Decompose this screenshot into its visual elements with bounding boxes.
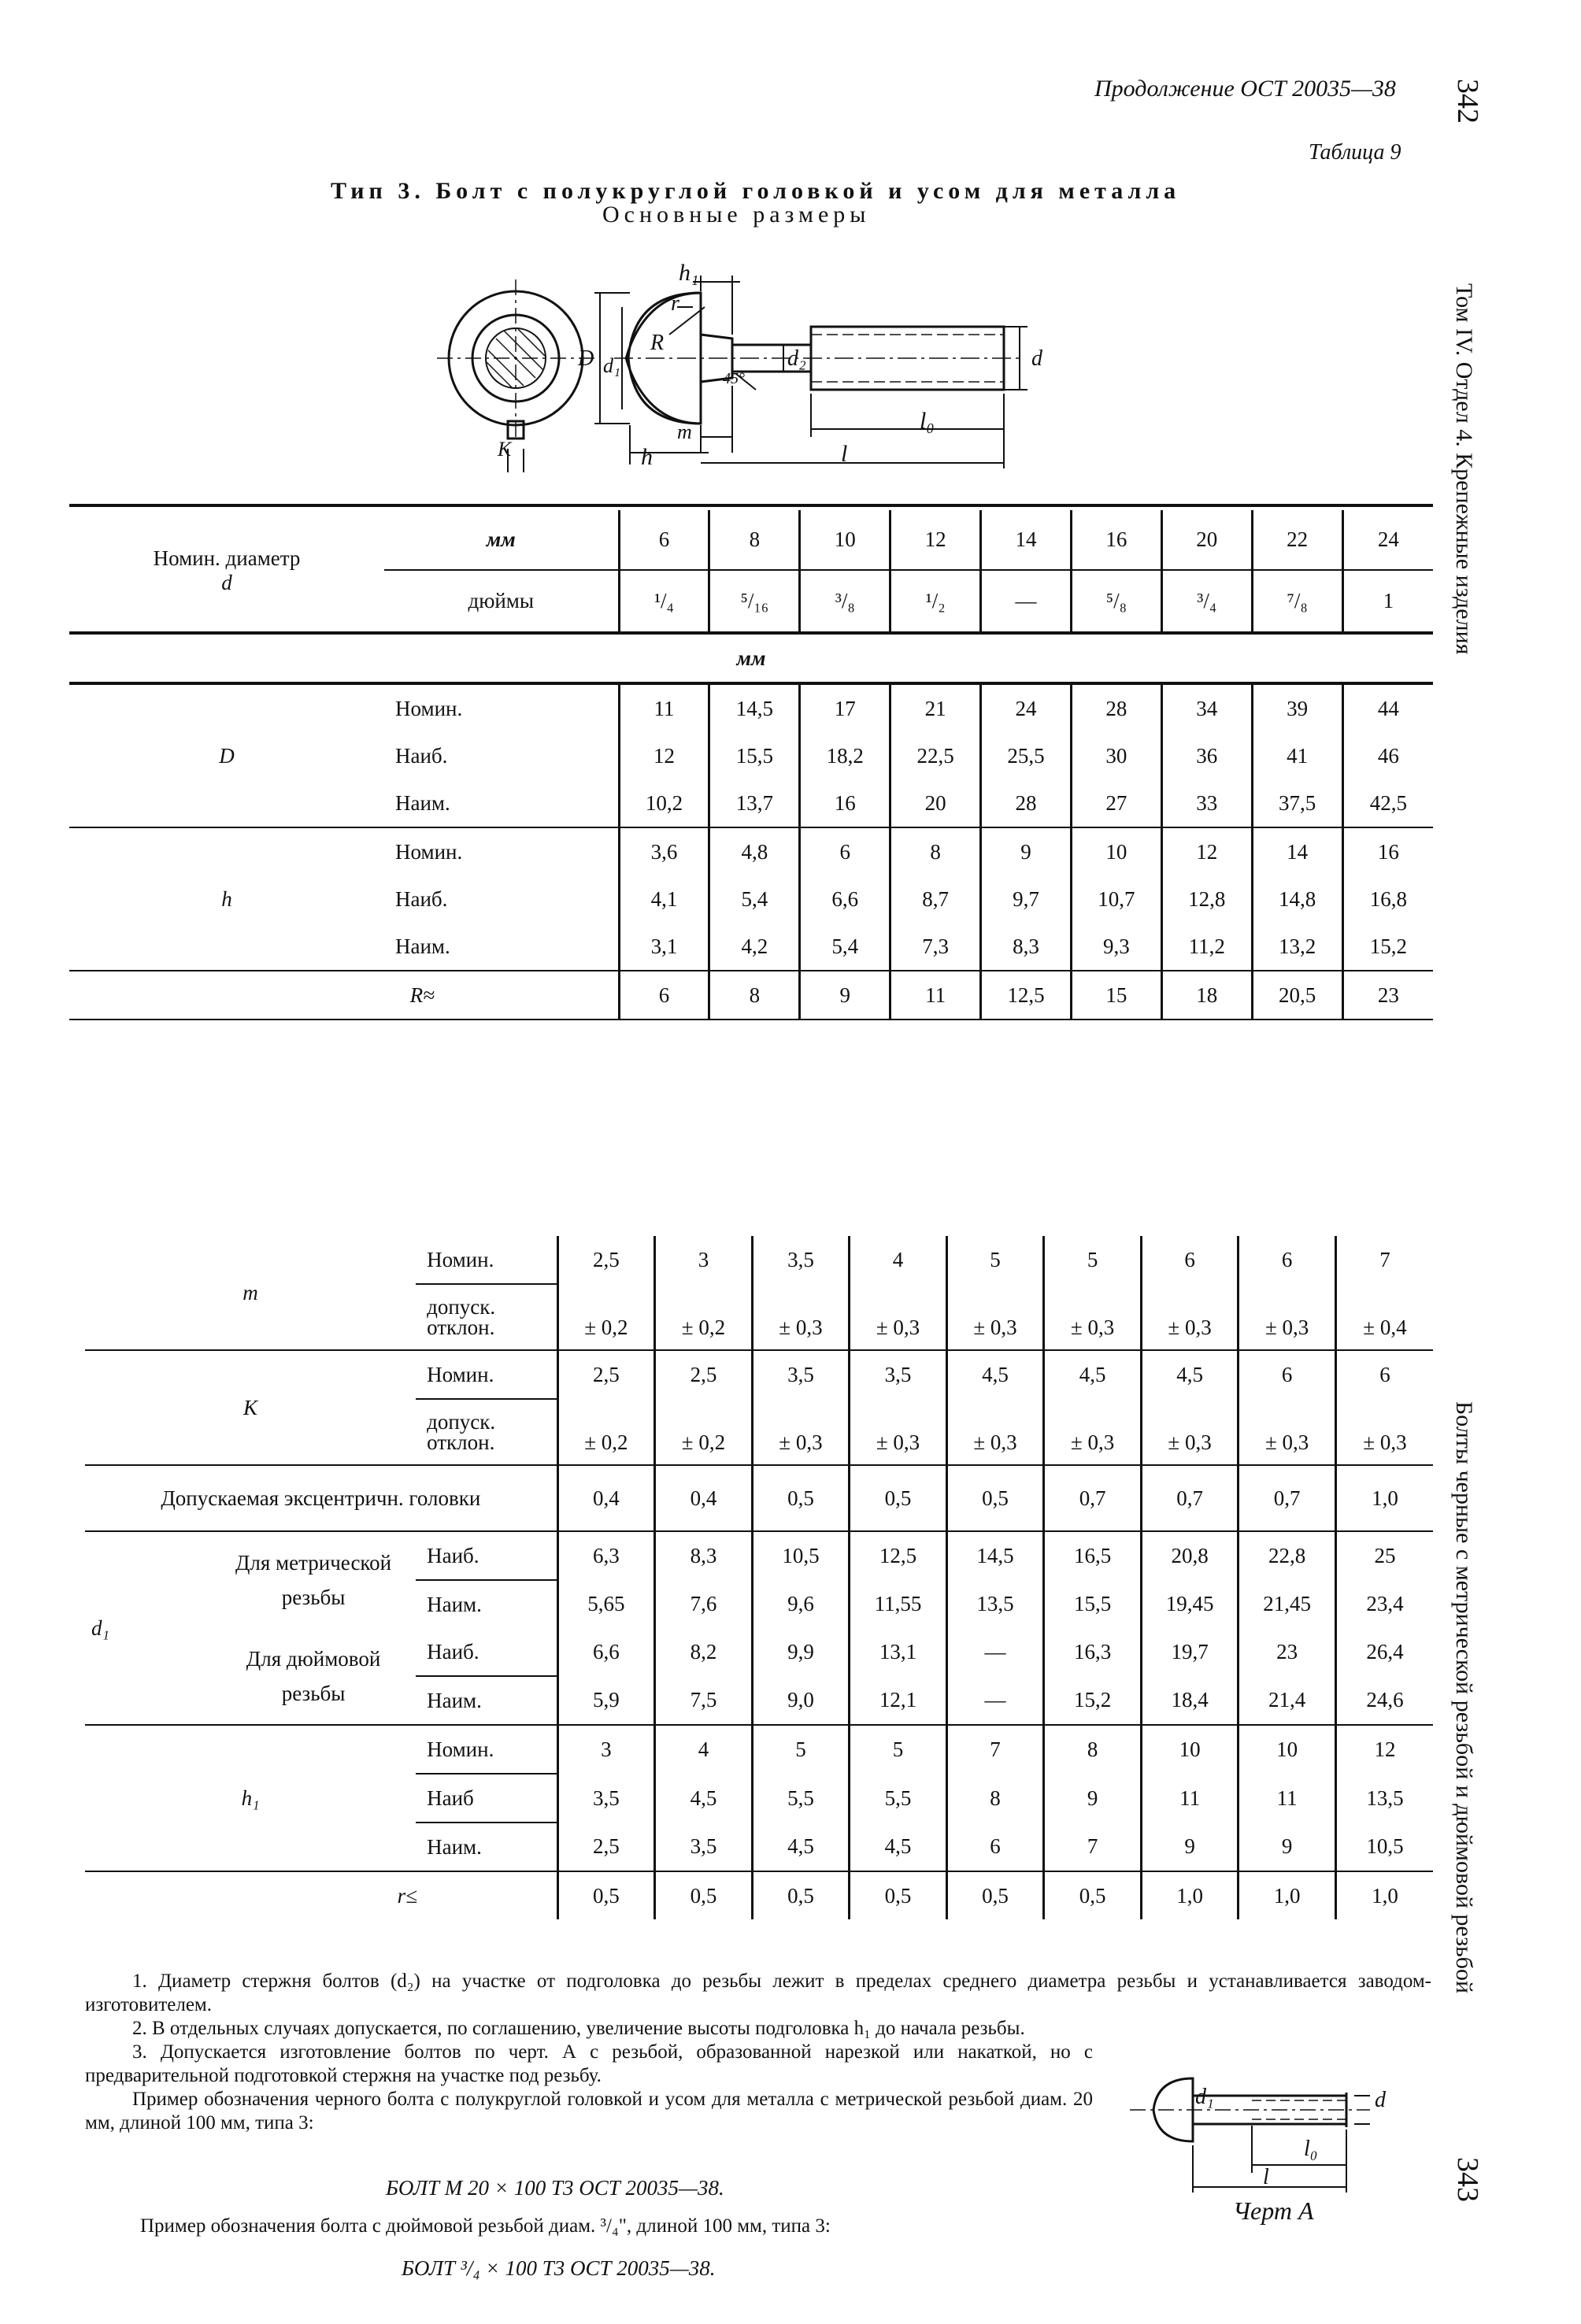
note-2: 2. В отдельных случаях допускается, по соглашению, увеличение высоты подголовка h₁ до начала резьбы. xyxy=(132,2018,1025,2039)
cell: 16 xyxy=(1071,510,1161,570)
cell: 9 xyxy=(1044,1774,1142,1823)
table-row xyxy=(85,1236,1433,1284)
cell: 6 xyxy=(619,971,709,1020)
cell: 6,6 xyxy=(557,1628,655,1676)
m-symbol: m xyxy=(85,1236,416,1350)
cell: 46 xyxy=(1342,732,1433,779)
cell: 22,8 xyxy=(1239,1531,1336,1580)
table-row xyxy=(85,1725,1433,1774)
cell: 4,5 xyxy=(946,1350,1044,1399)
row-label: Номин. xyxy=(416,1350,557,1399)
cell: 14,5 xyxy=(709,683,800,732)
tol-label-1: допуск. xyxy=(427,1410,496,1434)
row-label: Наиб. xyxy=(395,886,448,911)
cell: 16 xyxy=(1342,827,1433,875)
dim-label-K: K xyxy=(498,438,512,461)
cell: 4,5 xyxy=(1044,1350,1142,1399)
cell: 3,5 xyxy=(752,1236,850,1284)
cell: 33 xyxy=(1161,779,1252,827)
cell: 8,3 xyxy=(655,1531,753,1580)
dim-label-D: D xyxy=(578,346,594,371)
cell: 8,3 xyxy=(981,923,1072,971)
cell: 8 xyxy=(946,1774,1044,1823)
cell: 24,6 xyxy=(1335,1676,1433,1725)
cell: 15 xyxy=(1071,971,1161,1020)
cell: ± 0,3 xyxy=(946,1284,1044,1350)
cell: 19,7 xyxy=(1141,1628,1239,1676)
eccentricity-label: Допускаемая эксцентричн. головки xyxy=(161,1486,481,1510)
cell: 10 xyxy=(1141,1725,1239,1774)
cell: 5 xyxy=(752,1725,850,1774)
cell: ± 0,3 xyxy=(1044,1284,1142,1350)
cell: 3 xyxy=(557,1725,655,1774)
cell: 17 xyxy=(800,683,890,732)
table-row xyxy=(85,1350,1433,1399)
cell: 14 xyxy=(1252,827,1342,875)
cell: 34 xyxy=(1161,683,1252,732)
cell: 11 xyxy=(1239,1774,1336,1823)
cell: 26,4 xyxy=(1335,1628,1433,1676)
cell: 5,4 xyxy=(800,923,890,971)
cell: 0,5 xyxy=(946,1871,1044,1919)
cell: 24 xyxy=(1342,510,1433,570)
cell: 12 xyxy=(619,732,709,779)
cell: 3,1 xyxy=(619,923,709,971)
side-volume-text: Том IV. Отдел 4. Крепежные изделия xyxy=(1451,283,1477,655)
cell: 0,5 xyxy=(850,1871,947,1919)
cell: 18,2 xyxy=(800,732,890,779)
cell: 15,2 xyxy=(1342,923,1433,971)
cell: 2,5 xyxy=(557,1350,655,1399)
cell: ± 0,3 xyxy=(1044,1399,1142,1465)
cell: 14,5 xyxy=(946,1531,1044,1580)
cell: 1,0 xyxy=(1141,1871,1239,1919)
cell: 12 xyxy=(1335,1725,1433,1774)
cell: 2,5 xyxy=(557,1823,655,1871)
cell: 3,5 xyxy=(557,1774,655,1823)
cell: 24 xyxy=(981,683,1072,732)
r-label: r≤ xyxy=(397,1883,417,1908)
tolerance-label xyxy=(416,1399,557,1465)
cell: 39 xyxy=(1252,683,1342,732)
note-1: 1. Диаметр стержня болтов (d₂) на участке от подголовка до резьбы лежит в пределах среднего диаметра резьбы и устанавливается заводом-изготовителем. xyxy=(85,1971,1431,2015)
cell: 9 xyxy=(981,827,1072,875)
cell: 5,65 xyxy=(557,1580,655,1628)
units-label: мм xyxy=(69,633,1433,683)
code-example-2: БОЛТ ³/₄ × 100 Т3 ОСТ 20035—38. xyxy=(402,2256,716,2280)
row-label: Номин. xyxy=(395,696,463,720)
d-symbol: d xyxy=(221,571,232,594)
notes-block xyxy=(85,1970,1431,2017)
mm-label: мм xyxy=(384,510,619,570)
table1-top-rule xyxy=(69,504,1433,507)
cell: 3,5 xyxy=(655,1823,753,1871)
cell: 0,4 xyxy=(557,1465,655,1531)
cell: 28 xyxy=(981,779,1072,827)
cell: 19,45 xyxy=(1141,1580,1239,1628)
cell: 21,4 xyxy=(1239,1676,1336,1725)
table-row xyxy=(85,1531,1433,1580)
metric-label-1: Для метрической xyxy=(235,1551,392,1575)
d1-symbol: d₁ xyxy=(85,1531,211,1725)
cell: 23 xyxy=(1239,1628,1336,1676)
cell: 5,9 xyxy=(557,1676,655,1725)
dim-label-d: d xyxy=(1031,346,1042,371)
cell: 8,7 xyxy=(890,875,981,923)
cell: 16,8 xyxy=(1342,875,1433,923)
cell: 16,5 xyxy=(1044,1531,1142,1580)
row-label: Номин. xyxy=(395,839,463,864)
cell: ± 0,2 xyxy=(557,1284,655,1350)
cell: 0,7 xyxy=(1141,1465,1239,1531)
cell: 0,5 xyxy=(752,1871,850,1919)
cell: 15,5 xyxy=(709,732,800,779)
row-label: Наиб. xyxy=(416,1628,557,1676)
cell: 4 xyxy=(850,1236,947,1284)
row-label: Наиб xyxy=(416,1774,557,1823)
cell: 5 xyxy=(850,1725,947,1774)
cell: 10,5 xyxy=(752,1531,850,1580)
dim-label-h1: h₁ xyxy=(679,260,699,286)
table-number: Таблица 9 xyxy=(1309,140,1401,165)
cell: 10,2 xyxy=(619,779,709,827)
cell: ± 0,3 xyxy=(850,1399,947,1465)
cell: ± 0,3 xyxy=(752,1399,850,1465)
cell: 13,5 xyxy=(1335,1774,1433,1823)
cell: ± 0,3 xyxy=(1335,1399,1433,1465)
cell: 0,5 xyxy=(946,1465,1044,1531)
cell: 6,3 xyxy=(557,1531,655,1580)
cell: 13,5 xyxy=(946,1580,1044,1628)
tol-label-2: отклон. xyxy=(427,1316,495,1339)
cell: 5 xyxy=(946,1236,1044,1284)
row-label: Наим. xyxy=(395,934,450,958)
dim-label-45: 45° xyxy=(723,370,745,387)
cell: 7,3 xyxy=(890,923,981,971)
cell: ± 0,2 xyxy=(557,1399,655,1465)
cell: 4 xyxy=(655,1725,753,1774)
cell: 4,5 xyxy=(1141,1350,1239,1399)
cell: 18,4 xyxy=(1141,1676,1239,1725)
cell: ± 0,3 xyxy=(850,1284,947,1350)
cell: 4,5 xyxy=(655,1774,753,1823)
table-row xyxy=(69,971,1433,1020)
cell: 18 xyxy=(1161,971,1252,1020)
cell: 8 xyxy=(709,510,800,570)
cell: 0,5 xyxy=(850,1465,947,1531)
cell: ± 0,3 xyxy=(1141,1399,1239,1465)
cell: ± 0,3 xyxy=(1239,1284,1336,1350)
cell: 42,5 xyxy=(1342,779,1433,827)
cell: — xyxy=(981,570,1072,633)
cell: ¹/₂ xyxy=(890,570,981,633)
cell: 7,6 xyxy=(655,1580,753,1628)
cell: 20,5 xyxy=(1252,971,1342,1020)
cell: 11 xyxy=(1141,1774,1239,1823)
cell: ± 0,3 xyxy=(1141,1284,1239,1350)
table1-diameter xyxy=(69,510,1433,1020)
cell: 14,8 xyxy=(1252,875,1342,923)
cell: 1 xyxy=(1342,570,1433,633)
cell: 27 xyxy=(1071,779,1161,827)
cell: 20,8 xyxy=(1141,1531,1239,1580)
dim-label-r: r xyxy=(671,291,679,316)
cell: 6 xyxy=(1239,1350,1336,1399)
dim-label-R: R xyxy=(650,331,665,355)
cell: 12,1 xyxy=(850,1676,947,1725)
dim-label-d2: d₂ xyxy=(787,346,806,371)
cell: 12,8 xyxy=(1161,875,1252,923)
drawing-a-label-d1: d₁ xyxy=(1195,2085,1214,2109)
table-row xyxy=(69,510,1433,570)
cell: 28 xyxy=(1071,683,1161,732)
cell: 22 xyxy=(1252,510,1342,570)
row-label: Наим. xyxy=(395,790,450,815)
cell: ± 0,3 xyxy=(752,1284,850,1350)
cell: ³/₈ xyxy=(800,570,890,633)
cell: 9 xyxy=(1141,1823,1239,1871)
cell: ± 0,3 xyxy=(946,1399,1044,1465)
cell: 9 xyxy=(800,971,890,1020)
cell: 3,6 xyxy=(619,827,709,875)
cell: 11,55 xyxy=(850,1580,947,1628)
h1-symbol: h₁ xyxy=(85,1725,416,1871)
cell: 9,3 xyxy=(1071,923,1161,971)
cell: 6 xyxy=(1141,1236,1239,1284)
dim-label-l: l xyxy=(841,441,848,467)
cell: 6 xyxy=(1239,1236,1336,1284)
note-3: 3. Допускается изготовление болтов по черт. А с резьбой, образованной нарезкой или накаткой, но с предварительной подготовкой стержня на участке под резьбу. xyxy=(85,2041,1093,2086)
cell: 6 xyxy=(619,510,709,570)
drawing-a xyxy=(1118,2047,1433,2204)
page-number-bottom: 343 xyxy=(1451,2157,1484,2202)
cell: 1,0 xyxy=(1335,1871,1433,1919)
cell: 13,2 xyxy=(1252,923,1342,971)
page-title: Тип 3. Болт с полукруглой головкой и усом для металла xyxy=(331,178,1181,204)
cell: ⁵/₈ xyxy=(1071,570,1161,633)
cell: 44 xyxy=(1342,683,1433,732)
dim-label-h: h xyxy=(641,444,653,470)
inch-label-2: резьбы xyxy=(281,1682,346,1705)
cell: 11,2 xyxy=(1161,923,1252,971)
cell: 0,4 xyxy=(655,1465,753,1531)
cell: 0,7 xyxy=(1239,1465,1336,1531)
notes-block-narrow xyxy=(85,2017,1093,2135)
cell: 4,5 xyxy=(752,1823,850,1871)
cell: 12,5 xyxy=(850,1531,947,1580)
cell: ± 0,4 xyxy=(1335,1284,1433,1350)
row-label: Номин. xyxy=(416,1725,557,1774)
cell: 4,8 xyxy=(709,827,800,875)
drawing-a-label-d: d xyxy=(1375,2088,1386,2112)
cell: 22,5 xyxy=(890,732,981,779)
cell: 23 xyxy=(1342,971,1433,1020)
units-row xyxy=(69,633,1433,683)
tol-label-1: допуск. xyxy=(427,1295,496,1319)
cell: 16 xyxy=(800,779,890,827)
cell: ± 0,2 xyxy=(655,1284,753,1350)
cell: 36 xyxy=(1161,732,1252,779)
cell: 15,5 xyxy=(1044,1580,1142,1628)
cell: 10 xyxy=(1239,1725,1336,1774)
cell: 7 xyxy=(1044,1823,1142,1871)
cell: 41 xyxy=(1252,732,1342,779)
cell: 0,5 xyxy=(557,1871,655,1919)
cell: 2,5 xyxy=(557,1236,655,1284)
cell: 25 xyxy=(1335,1531,1433,1580)
table-row xyxy=(69,683,1433,732)
side-section-text: Болты черные с метрической резьбой и дюймовой резьбой xyxy=(1451,1401,1477,1994)
D-symbol: D xyxy=(69,683,384,827)
cell: 13,7 xyxy=(709,779,800,827)
row-label: Номин. xyxy=(416,1236,557,1284)
cell: ⁵/₁₆ xyxy=(709,570,800,633)
cell: 11 xyxy=(890,971,981,1020)
cell: ± 0,2 xyxy=(655,1399,753,1465)
cell: 16,3 xyxy=(1044,1628,1142,1676)
cell: 5,5 xyxy=(752,1774,850,1823)
cell: 8 xyxy=(890,827,981,875)
bolt-drawing xyxy=(425,260,1071,472)
cell: 30 xyxy=(1071,732,1161,779)
inch-thread-label xyxy=(211,1628,416,1725)
cell: 4,1 xyxy=(619,875,709,923)
cell: 7,5 xyxy=(655,1676,753,1725)
cell: 10,5 xyxy=(1335,1823,1433,1871)
cell: 5,5 xyxy=(850,1774,947,1823)
metric-label-2: резьбы xyxy=(281,1586,346,1609)
dim-label-l0: l₀ xyxy=(920,408,935,434)
cell: 9,6 xyxy=(752,1580,850,1628)
cell: 14 xyxy=(981,510,1072,570)
cell: 12 xyxy=(1161,827,1252,875)
cell: 21,45 xyxy=(1239,1580,1336,1628)
cell: 10,7 xyxy=(1071,875,1161,923)
cell: ³/₄ xyxy=(1161,570,1252,633)
cell: 0,5 xyxy=(1044,1871,1142,1919)
cell: 3 xyxy=(655,1236,753,1284)
tolerance-label xyxy=(416,1284,557,1350)
cell: 5 xyxy=(1044,1236,1142,1284)
table-row xyxy=(85,1871,1433,1919)
inch-label-1: Для дюймовой xyxy=(246,1647,381,1671)
cell: 12,5 xyxy=(981,971,1072,1020)
cell: 15,2 xyxy=(1044,1676,1142,1725)
cell: 10 xyxy=(1071,827,1161,875)
row-label: Наим. xyxy=(427,1688,482,1712)
cell: 10 xyxy=(800,510,890,570)
R-label: R≈ xyxy=(409,983,435,1007)
dim-label-d1: d₁ xyxy=(603,354,621,377)
cell: 20 xyxy=(890,779,981,827)
cell: 4,5 xyxy=(850,1823,947,1871)
cell: 37,5 xyxy=(1252,779,1342,827)
cell: 3,5 xyxy=(850,1350,947,1399)
cell: — xyxy=(946,1628,1044,1676)
cell: 1,0 xyxy=(1239,1871,1336,1919)
cell: 0,7 xyxy=(1044,1465,1142,1531)
cell: 1,0 xyxy=(1335,1465,1433,1531)
cell: 6 xyxy=(800,827,890,875)
table2-dimensions xyxy=(85,1236,1433,1919)
nominal-diameter-cell xyxy=(69,510,384,633)
drawing-a-label-l: l xyxy=(1263,2165,1269,2189)
cell: — xyxy=(946,1676,1044,1725)
cell: 6 xyxy=(946,1823,1044,1871)
cell: 13,1 xyxy=(850,1628,947,1676)
row-label: Наиб. xyxy=(395,743,448,768)
h-symbol: h xyxy=(221,886,232,911)
cell: 0,5 xyxy=(655,1871,753,1919)
cell: ⁷/₈ xyxy=(1252,570,1342,633)
drawing-a-label-l0: l₀ xyxy=(1304,2137,1318,2161)
nominal-diameter-label: Номин. диаметр xyxy=(153,546,301,570)
table-row xyxy=(69,827,1433,875)
cell: 9,0 xyxy=(752,1676,850,1725)
dim-label-m: m xyxy=(677,420,692,443)
table-row xyxy=(85,1465,1433,1531)
cell: 4,2 xyxy=(709,923,800,971)
metric-thread-label xyxy=(211,1531,416,1628)
cell: 12 xyxy=(890,510,981,570)
cell: 3,5 xyxy=(752,1350,850,1399)
cell: 8,2 xyxy=(655,1628,753,1676)
cell: 2,5 xyxy=(655,1350,753,1399)
cell: 21 xyxy=(890,683,981,732)
tol-label-2: отклон. xyxy=(427,1430,495,1454)
code-example-1: БОЛТ М 20 × 100 Т3 ОСТ 20035—38. xyxy=(386,2176,724,2200)
cell: 7 xyxy=(946,1725,1044,1774)
page-subtitle: Основные размеры xyxy=(602,202,871,228)
cell: 9,9 xyxy=(752,1628,850,1676)
cell: 11 xyxy=(619,683,709,732)
drawing-a-caption: Черт А xyxy=(1233,2196,1314,2225)
table-row xyxy=(85,1628,1433,1676)
page-number-top: 342 xyxy=(1451,79,1484,124)
cell: 25,5 xyxy=(981,732,1072,779)
example-1: Пример обозначения черного болта с полукруглой головкой и усом для металла с метрической резьбой диам. 20 мм, длиной 100 мм, типа 3: xyxy=(85,2089,1093,2133)
cell: 8 xyxy=(1044,1725,1142,1774)
cell: 20 xyxy=(1161,510,1252,570)
cell: ± 0,3 xyxy=(1239,1399,1336,1465)
cell: 9 xyxy=(1239,1823,1336,1871)
cell: 5,4 xyxy=(709,875,800,923)
row-label: Наим. xyxy=(427,1834,482,1859)
example-2: Пример обозначения болта с дюймовой резьбой диам. ³/₄", длиной 100 мм, типа 3: xyxy=(140,2215,831,2237)
cell: 7 xyxy=(1335,1236,1433,1284)
K-symbol: K xyxy=(85,1350,416,1465)
continuation-header: Продолжение ОСТ 20035—38 xyxy=(1094,76,1396,102)
cell: 9,7 xyxy=(981,875,1072,923)
cell: 8 xyxy=(709,971,800,1020)
cell: 6,6 xyxy=(800,875,890,923)
cell: 6 xyxy=(1335,1350,1433,1399)
inch-label: дюймы xyxy=(468,589,535,612)
cell: ¹/₄ xyxy=(619,570,709,633)
row-label: Наиб. xyxy=(416,1531,557,1580)
row-label: Наим. xyxy=(427,1592,482,1616)
cell: 0,5 xyxy=(752,1465,850,1531)
cell: 23,4 xyxy=(1335,1580,1433,1628)
